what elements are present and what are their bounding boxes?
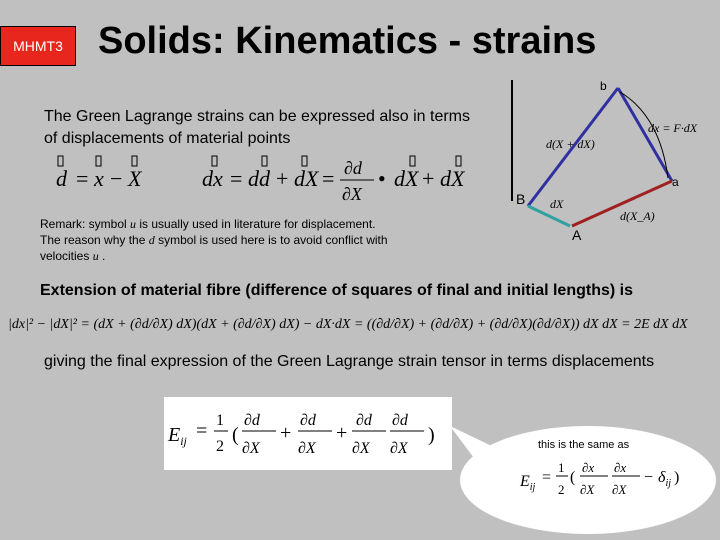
final-equation-box [164,397,452,470]
svg-text:=: = [322,166,335,191]
svg-text:2: 2 [558,482,565,497]
deformation-diagram [500,76,720,246]
svg-text:Eij: $E_{ij}$ [168,424,187,448]
svg-text:X: X [128,166,142,191]
svg-text:x: x [94,166,104,191]
svg-text:dX: dX [394,166,419,191]
svg-text:dx = F·dX: dx = F·dX [648,121,698,135]
svg-text:δij: $\delta_{ij}$ [658,469,671,489]
svg-text:): ) [428,424,435,446]
speech-bubble [440,410,720,540]
svg-text:∂X: ∂X [342,184,362,204]
svg-text:∂d: ∂d [300,412,316,429]
svg-text:d(X_A): d(X_A) [620,209,655,223]
svg-text:|dx|² − |dX|² = (dX + (∂d/∂X): |dx|² − |dX|² = (dX + (∂d/∂X) dX)(dX + (∂d/∂X) dX) − dX·dX = ((∂d/∂X) + (∂d/∂X) + (∂d/∂X)(∂d/∂X)) dX dX = 2E dX dX [8,317,688,332]
svg-text:dX: dX [550,197,564,211]
svg-text:dX: dX [294,166,319,191]
course-badge: MHMT3 [0,26,76,66]
svg-text:∂X: ∂X [298,440,316,457]
extension-text: Extension of material fibre (difference of squares of final and initial lengths) is [40,282,633,299]
svg-text:dd: dd [248,166,270,191]
svg-text:2: 2 [216,438,224,455]
svg-text:): ) [674,469,680,486]
svg-text:∂d: ∂d [392,412,408,429]
intro-text: The Green Lagrange strains can be expressed also in terms of displacements of material points [44,108,471,147]
svg-text:=: = [196,420,208,442]
label-a: a [672,175,679,189]
svg-text:(: ( [232,424,239,446]
svg-text:=: = [76,166,89,191]
svg-text:∂X: ∂X [242,440,260,457]
svg-text:+: + [336,422,348,444]
svg-text:(: ( [570,469,576,486]
svg-text:•: • [378,166,386,191]
svg-text:dx: dx [202,166,223,191]
giving-text: giving the final expression of the Green Lagrange strain tensor in terms displacements [44,353,655,370]
svg-text:∂d: ∂d [344,158,362,178]
svg-text:=: = [230,166,243,191]
svg-text:−: − [644,469,654,486]
svg-text:+: + [422,166,435,191]
svg-text:∂d: ∂d [356,412,372,429]
extension-equation [8,302,720,346]
svg-text:∂x: ∂x [614,460,627,475]
svg-text:d: d [56,166,67,191]
vector-dB [528,206,570,226]
svg-text:∂x: ∂x [582,460,595,475]
svg-text:=: = [542,469,552,486]
svg-text:∂d: ∂d [244,412,260,429]
svg-text:Eij: $E_{ij}$ [520,473,536,493]
remark-text: Remark: symbol u is usually used in literature for displacement. The reason why the d symbol is used here is to avoid conflict with velocities u . [40,217,388,263]
bubble-text: this is the same as [538,439,630,451]
label-B: B [516,191,526,207]
label-A: A [572,227,582,243]
svg-text:∂X: ∂X [390,440,408,457]
svg-text:d(X + dX): d(X + dX) [546,137,595,151]
svg-text:+: + [276,166,289,191]
slide-title: Solids: Kinematics - strains [98,20,597,62]
svg-text:dX: dX [440,166,465,191]
svg-text:+: + [280,422,292,444]
svg-text:∂X: ∂X [612,482,627,497]
svg-text:∂X: ∂X [352,440,370,457]
label-b: b [600,79,607,93]
svg-text:1: 1 [216,412,224,429]
displacement-equation [54,148,474,208]
svg-text:∂X: ∂X [580,482,595,497]
svg-text:−: − [110,166,123,191]
svg-text:1: 1 [558,460,565,475]
